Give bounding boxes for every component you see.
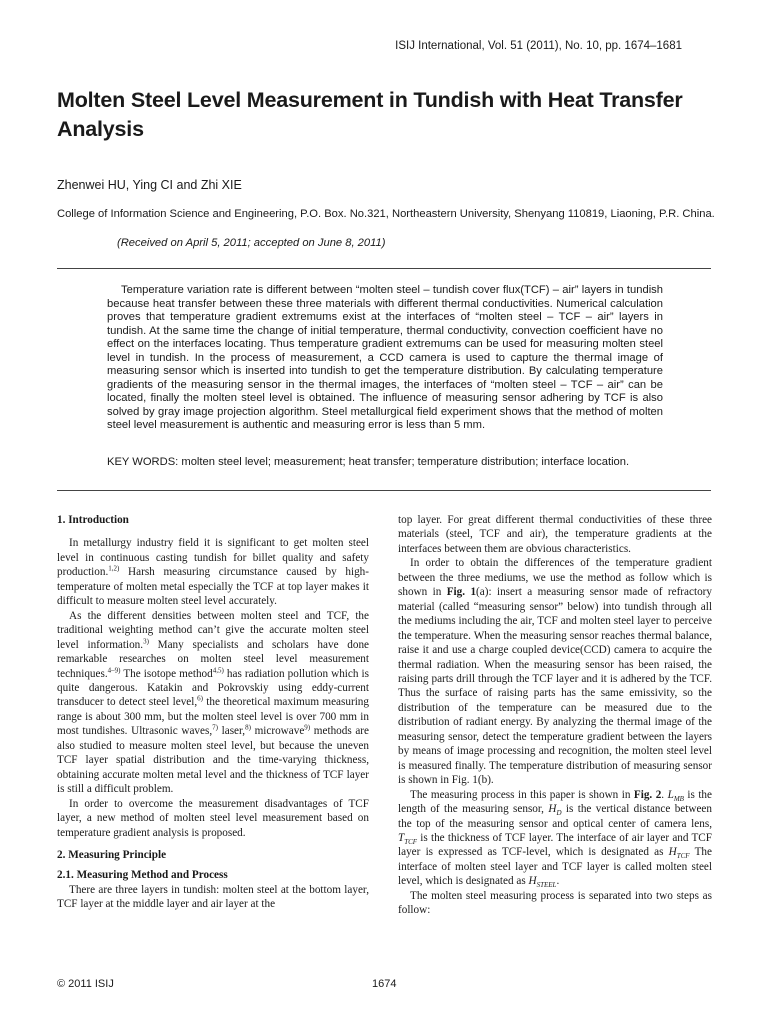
paragraph: There are three layers in tundish: molten steel at the bottom layer, TCF layer at the middle layer and air layer at the — [57, 883, 369, 911]
text: . — [556, 875, 560, 888]
text: The interface of molten steel layer and TCF layer is called molten steel level, which is designated as — [398, 846, 712, 888]
symbol: H — [548, 803, 557, 816]
text: As the different densities between molten steel and TCF, the traditional weighting method can’t give the accurate molten steel level information. — [57, 609, 369, 651]
citation: 9) — [304, 723, 311, 732]
citation: 1,2) — [108, 564, 120, 573]
text: The isotope method — [120, 667, 213, 680]
right-column — [398, 513, 712, 918]
section-heading-introduction: 1. Introduction — [57, 514, 129, 526]
received-text: (Received on April 5, 2011; accepted on June 8, 2011) — [117, 237, 386, 249]
symbol: H — [668, 846, 677, 859]
text: . — [661, 788, 665, 801]
paragraph — [398, 556, 712, 787]
footer-page-number: 1674 — [372, 978, 397, 990]
symbol: L — [667, 788, 674, 801]
paragraph — [57, 609, 369, 797]
symbol-subscript: D — [556, 809, 562, 818]
figure-reference[interactable]: Fig. 2 — [633, 788, 662, 801]
abstract-top-rule — [57, 268, 711, 269]
section-heading-measuring-principle: 2. Measuring Principle — [57, 848, 167, 861]
paragraph: In order to overcome the measurement disadvantages of TCF layer, a new method of molten steel level measurement based on temperature gradient analysis is proposed. — [57, 797, 369, 839]
paragraph — [57, 536, 369, 608]
text: is the length of the measuring sensor, — [398, 788, 712, 816]
text: In order to obtain the differences of the temperature gradient between the three mediums, we use the method as follow which is shown in — [398, 557, 712, 599]
symbol-subscript: STEEL — [536, 881, 557, 890]
text: Many specialists and scholars have done remarkable researches on molten steel level measurement techniques. — [57, 638, 369, 680]
keywords: KEY WORDS: molten steel level; measurement; heat transfer; temperature distribution; interface location. — [107, 456, 630, 468]
citation: 7) — [212, 723, 218, 732]
text: has radiation pollution which is quite dangerous. Katakin and Pokrovskiy using eddy-current transducer to detect steel level, — [57, 667, 369, 709]
abstract-bottom-rule — [57, 490, 711, 491]
text: methods are also studied to measure molten steel level, but because the uneven TCF layer spatial distribution and the time-varying thickness, obtaining accurate molten metal level and the thickness of TCF layer is still a difficult problem. — [57, 725, 370, 796]
symbol-subscript: TCF — [404, 838, 418, 847]
affiliation: College of Information Science and Engineering, P.O. Box. No.321, Northeastern University, Shenyang 110819, Liaoning, P.R. China. — [57, 208, 715, 220]
footer-copyright: © 2011 ISIJ — [57, 978, 114, 990]
citation: 3) — [143, 636, 149, 645]
text: (a): insert a measuring sensor made of refractory material (called “measuring sensor” below) into tundish through all the mediums including the air, TCF and molten steel layer to perceive the temperature. When the measuring sensor reaches thermal balance, raise it and use a charge coupled device(CCD) camera to acquire the thermal radiation. When the measuring sensor has been raised, the raising parts drill through the TCF layer and it is adhered by the TCF. Thus the surface of raising parts has the same emissivity, so the distribution of the temperature can be measured due to the distribution of radiant energy. By analyzing the thermal image of the measuring sensor, detect the temperature gradient between the layers by means of image processing and recognition, the molten steel level is measured finally. The temperature distribution of measuring sensor is shown in Fig. 1(b). — [398, 586, 712, 787]
paragraph — [398, 788, 712, 889]
text: Harsh measuring circumstance caused by high-temperature of molten metal especially the TCF at top layer makes it difficult to measure molten steel level accurately. — [57, 566, 369, 608]
symbol: H — [528, 875, 537, 888]
author-list: Zhenwei HU, Ying CI and Zhi XIE — [57, 178, 242, 192]
text: In metallurgy industry field it is significant to get molten steel level in continuous casting tundish for billet quality and safety production. — [57, 537, 369, 579]
citation: 8) — [245, 723, 251, 732]
paper-title: Molten Steel Level Measurement in Tundish with Heat Transfer Analysis — [57, 88, 683, 141]
paragraph: top layer. For great different thermal conductivities of these three materials (steel, TCF and air), the temperature gradients at the interfaces between them are obvious characteristics. — [398, 514, 712, 555]
text: is the thickness of TCF layer. The interface of air layer and TCF layer is expressed as TCF-level, which is designated as — [398, 831, 712, 859]
citation: 4–9) — [107, 665, 121, 674]
symbol-subscript: MB — [673, 794, 684, 803]
journal-citation: ISIJ International, Vol. 51 (2011), No. 10, pp. 1674–1681 — [395, 40, 682, 52]
text: microwave — [250, 725, 305, 738]
text: laser, — [217, 725, 246, 738]
subsection-heading-method: 2.1. Measuring Method and Process — [57, 869, 228, 882]
citation: 4,5) — [212, 665, 224, 674]
left-column — [57, 513, 369, 912]
text: The measuring process in this paper is shown in — [410, 788, 634, 801]
symbol: T — [398, 831, 405, 844]
abstract: Temperature variation rate is different between “molten steel – tundish cover flux(TCF) – air” layers in tundish because heat transfer between these three materials with different thermal conductivities. Numerical calculation proves that temperature gradient extremums exist at the interfaces of “molten steel – TCF – air” layers in tundish. At the same time the change of initial temperature, thermal conductivity, convection coefficient have no effect on the interfaces locating. Thus temperature gradient extremums can be used for measuring molten steel level in tundish. In the process of measurement, a CCD camera is used to capture the thermal image of measuring sensor which is inserted into tundish to get the temperature distribution. By calculating temperature gradients of the measuring sensor in the thermal images, the interfaces of “molten steel – TCF – air” can be located, finally the molten steel level is obtained. The influence of measuring sensor adhering by TCF is also solved by gray image projection algorithm. Steel metallurgical field experiment shows that the method of molten steel level measurement is authentic and measuring error is less than 5 mm. — [107, 284, 663, 431]
text: the theoretical maximum measuring range is about 300 mm, but the molten steel level is over 700 mm in most tundishes. Ultrasonic waves, — [57, 696, 369, 738]
text: is the vertical distance between the top of the measuring sensor and optical center of camera lens, — [398, 803, 712, 830]
received-dates — [117, 237, 385, 249]
symbol-subscript: TCF — [676, 852, 690, 861]
figure-reference[interactable]: Fig. 1 — [446, 586, 477, 599]
paragraph: The molten steel measuring process is separated into two steps as follow: — [398, 889, 712, 917]
citation: 6) — [197, 694, 204, 703]
